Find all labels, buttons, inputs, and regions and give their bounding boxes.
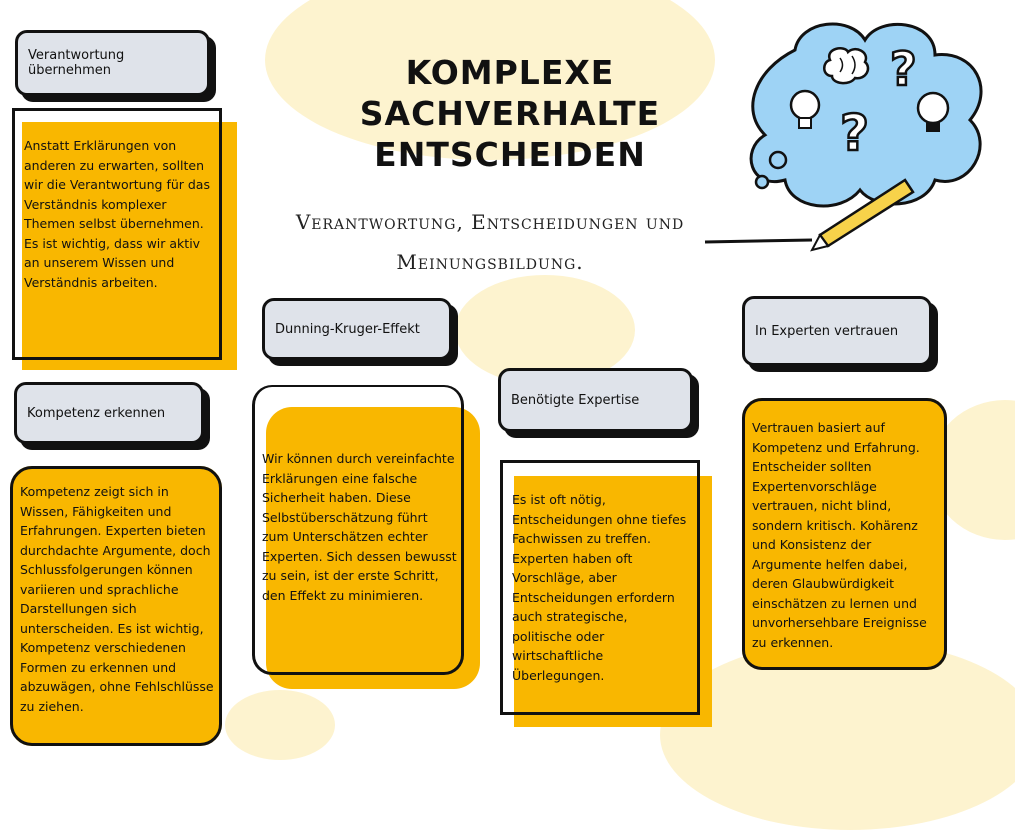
svg-text:?: ? <box>890 42 917 96</box>
card-verantwortung-text: Anstatt Erklärungen von anderen zu erwarten, sollten wir die Verantwortung für das Verständnis komplexer Themen selbst übernehmen. Es ist wichtig, dass wir aktiv an unserem Wissen und Verständnis arbeiten. <box>24 138 210 290</box>
card-expertise <box>500 460 700 715</box>
heading-kompetenz <box>14 382 204 444</box>
card-kompetenz-text: Kompetenz zeigt sich in Wissen, Fähigkeiten und Erfahrungen. Experten bieten durchdachte Argumente, doch Schlussfolgerungen können variieren und sprachliche Darstellungen sich unterscheiden. Es ist wichtig, Kompetenz verschiedenen Formen zu erkennen und abzuwägen, ohne Fehlschlüsse zu ziehen. <box>20 484 214 714</box>
heading-kompetenz-text: Kompetenz erkennen <box>27 405 166 421</box>
card-kompetenz <box>10 466 222 746</box>
card-dunning-text: Wir können durch vereinfachte Erklärungen eine falsche Sicherheit haben. Diese Selbstüberschätzung führt zum Unterschätzen echter Experten. Sich dessen bewusst zu sein, ist der erste Schritt, den Effekt zu minimieren. <box>262 451 457 603</box>
heading-expertise <box>498 368 693 432</box>
page-title: KOMPLEXE SACHVERHALTE ENTSCHEIDEN <box>359 53 661 174</box>
thought-cloud-icon <box>700 10 1000 260</box>
heading-dunning <box>262 298 452 360</box>
page-subtitle: Verantwortung, Entscheidungen und Meinungsbildung. <box>295 210 685 274</box>
card-vertrauen-text: Vertrauen basiert auf Kompetenz und Erfahrung. Entscheider sollten Expertenvorschläge vertrauen, nicht blind, sondern kritisch. Kohärenz und Konsistenz der Argumente helfen dabei, deren Glaubwürdigkeit einschätzen zu lernen und unvorhersehbare Ereignisse zu erkennen. <box>752 420 927 650</box>
card-verantwortung <box>12 108 222 360</box>
card-dunning <box>252 385 464 675</box>
heading-vertrauen <box>742 296 932 366</box>
background-blob-bottom-left <box>225 690 335 760</box>
svg-text:?: ? <box>840 104 870 162</box>
heading-verantwortung <box>15 30 210 96</box>
card-expertise-text: Es ist oft nötig, Entscheidungen ohne tiefes Fachwissen zu treffen. Experten haben oft Vorschläge, aber Entscheidungen erfordern auch strategische, politische oder wirtschaftliche Überlegungen. <box>512 492 687 683</box>
heading-dunning-text: Dunning-Kruger-Effekt <box>275 321 420 337</box>
card-vertrauen <box>742 398 947 670</box>
heading-expertise-text: Benötigte Expertise <box>511 392 640 408</box>
heading-verantwortung-text: Verantwortung übernehmen <box>28 48 125 78</box>
heading-vertrauen-text: In Experten vertrauen <box>755 323 899 339</box>
